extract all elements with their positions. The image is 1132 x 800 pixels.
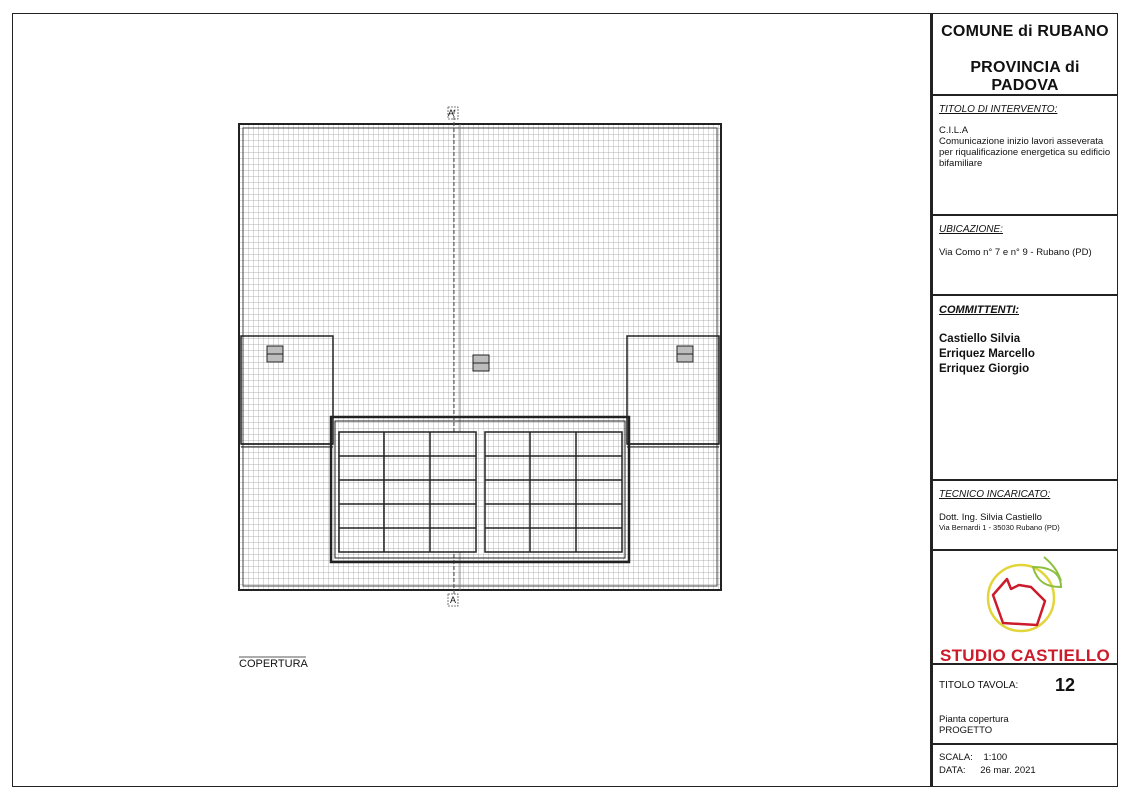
drawing-area: [13, 14, 931, 786]
committente-2: Erriquez Marcello: [939, 348, 1035, 360]
scale-date-box: [933, 745, 1117, 786]
section-mark-bottom: A: [450, 595, 457, 605]
committente-1: Castiello Silvia: [939, 333, 1021, 345]
provincia-title: PROVINCIA di PADOVA: [970, 59, 1080, 94]
scala-label: SCALA:: [939, 752, 973, 763]
tavola-line2: PROGETTO: [939, 725, 993, 736]
chimney-right: [677, 346, 693, 362]
titolo-label: TITOLO DI INTERVENTO:: [939, 104, 1058, 115]
tavola-line1: Pianta copertura: [939, 714, 1009, 725]
studio-name: STUDIO CASTIELLO: [939, 646, 1111, 665]
sheet-title-box: [933, 665, 1117, 745]
studio-logo-icon: [933, 551, 1117, 637]
committenti-label: COMMITTENTI:: [939, 304, 1020, 316]
solar-panels-right: [485, 432, 622, 552]
tecnico-address: Via Bernardi 1 - 35030 Rubano (PD): [939, 523, 1060, 532]
section-mark-top: A': [448, 108, 456, 118]
studio-logo-box: [933, 551, 1117, 665]
data-label: DATA:: [939, 765, 966, 776]
clients-box: [933, 296, 1117, 481]
ubicazione-value: Via Como n° 7 e n° 9 - Rubano (PD): [939, 247, 1092, 258]
ubicazione-label: UBICAZIONE:: [939, 224, 1003, 235]
tavola-number: 12: [1054, 675, 1075, 695]
tecnico-label: TECNICO INCARICATO:: [939, 489, 1051, 500]
tecnico-name: Dott. Ing. Silvia Castiello: [939, 512, 1042, 523]
technician-box: [933, 481, 1117, 551]
location-box: [933, 216, 1117, 296]
intervention-box: [933, 96, 1117, 216]
drawing-sheet: [12, 13, 1118, 787]
data-value: 26 mar. 2021: [980, 765, 1036, 776]
solar-panels-left: [339, 432, 476, 552]
title-block: [930, 14, 1117, 786]
roof-plan: [13, 14, 931, 786]
chimney-center: [473, 355, 489, 371]
titolo-line1: C.I.L.A: [939, 125, 969, 136]
scala-value: 1:100: [983, 752, 1008, 763]
chimney-left: [267, 346, 283, 362]
titolo-line2: Comunicazione inizio lavori asseverata per riqualificazione energetica su edificio bifamiliare: [939, 136, 1111, 169]
comune-title: COMUNE di RUBANO: [941, 23, 1109, 40]
committente-3: Erriquez Giorgio: [939, 363, 1030, 375]
drawing-label: COPERTURA: [239, 658, 308, 670]
municipality-box: [933, 14, 1117, 96]
tavola-label: TITOLO TAVOLA:: [939, 680, 1019, 691]
